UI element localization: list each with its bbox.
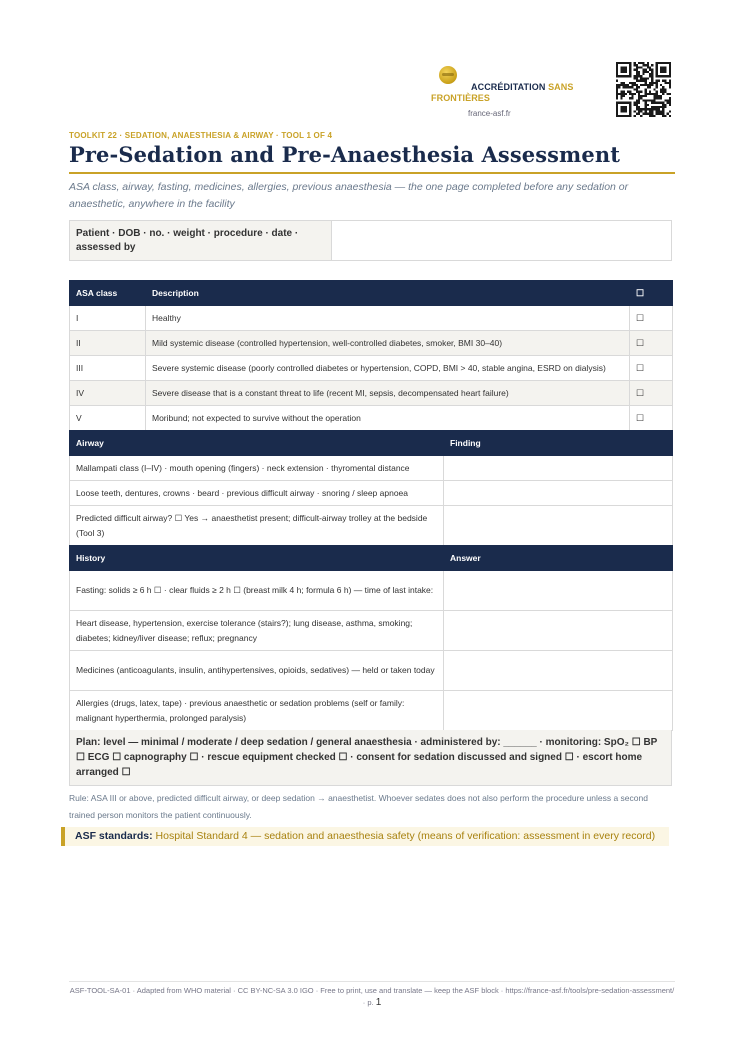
history-row	[70, 571, 673, 611]
plan-box: Plan: level — minimal / moderate / deep sedation / general anaesthesia · administered by: ______ · monitoring: SpO₂ ☐ BP ☐ ECG ☐ capnography ☐ · rescue equipment checked ☐ · consent for sedation discussed and signed ☐ · escort home arranged ☐	[69, 730, 672, 786]
asa-checkbox[interactable]: ☐	[630, 306, 673, 331]
toolkit-kicker: TOOLKIT 22 · SEDATION, ANAESTHESIA & AIRWAY · TOOL 1 OF 4	[69, 131, 333, 140]
asa-header-row	[70, 281, 673, 306]
history-table	[69, 545, 673, 731]
airway-row	[70, 456, 673, 481]
history-item: Heart disease, hypertension, exercise tolerance (stairs?); lung disease, asthma, smoking; diabetes; kidney/liver disease; reflux; pregnancy	[70, 611, 444, 651]
history-item: Medicines (anticoagulants, insulin, antihypertensives, opioids, sedatives) — held or taken today	[70, 651, 444, 691]
answer-field[interactable]	[444, 651, 673, 691]
airway-table	[69, 430, 673, 546]
history-row	[70, 611, 673, 651]
brand-part-3: FRONTIÈRES	[431, 93, 491, 103]
footer-divider	[69, 981, 675, 982]
asa-description-cell: Severe disease that is a constant threat to life (recent MI, sepsis, decompensated heart failure)	[146, 381, 630, 406]
asa-class-cell: I	[70, 306, 146, 331]
asa-row	[70, 356, 673, 381]
history-row	[70, 691, 673, 731]
finding-field[interactable]	[444, 481, 673, 506]
asa-checkbox-header: ☐	[630, 281, 673, 306]
airway-item: Loose teeth, dentures, crowns · beard · previous difficult airway · snoring / sleep apnoea	[70, 481, 444, 506]
qr-code-icon	[616, 62, 671, 117]
asa-class-header: ASA class	[70, 281, 146, 306]
history-header-row	[70, 546, 673, 571]
asa-checkbox[interactable]: ☐	[630, 331, 673, 356]
asf-standards-callout	[61, 827, 669, 846]
history-item: Fasting: solids ≥ 6 h ☐ · clear fluids ≥ 2 h ☐ (breast milk 4 h; formula 6 h) — time of last intake:	[70, 571, 444, 611]
title-divider	[69, 172, 675, 174]
asa-row	[70, 406, 673, 431]
asa-description-cell: Healthy	[146, 306, 630, 331]
answer-field[interactable]	[444, 571, 673, 611]
asa-row	[70, 381, 673, 406]
answer-header: Answer	[444, 546, 673, 571]
history-header: History	[70, 546, 444, 571]
airway-row	[70, 506, 673, 546]
asa-class-cell: V	[70, 406, 146, 431]
airway-header: Airway	[70, 431, 444, 456]
asa-description-header: Description	[146, 281, 630, 306]
finding-header: Finding	[444, 431, 673, 456]
standards-text: Hospital Standard 4 — sedation and anaesthesia safety (means of verification: assessment in every record)	[152, 830, 656, 842]
asa-description-cell: Mild systemic disease (controlled hypertension, well-controlled diabetes, smoker, BMI 30–40)	[146, 331, 630, 356]
page-subtitle: ASA class, airway, fasting, medicines, allergies, previous anaesthesia — the one page completed before any sedation or anaesthetic, anywhere in the facility	[69, 181, 629, 210]
rule-note: Rule: ASA III or above, predicted difficult airway, or deep sedation → anaesthetist. Whoever sedates does not also perform the procedure unless a second trained person monitors the patient continuously.	[69, 793, 648, 820]
patient-details-field[interactable]	[332, 221, 671, 260]
finding-field[interactable]	[444, 506, 673, 546]
airway-item: Predicted difficult airway? ☐ Yes → anaesthetist present; difficult-airway trolley at the bedside (Tool 3)	[70, 506, 444, 546]
answer-field[interactable]	[444, 611, 673, 651]
brand-part-1: ACCRÉDITATION	[471, 82, 549, 92]
brand-part-2: SANS	[548, 82, 574, 92]
airway-row	[70, 481, 673, 506]
page-title: Pre-Sedation and Pre-Anaesthesia Assessment	[69, 142, 621, 167]
standards-label: ASF standards:	[75, 830, 153, 842]
brand-name	[431, 82, 591, 104]
asa-checkbox[interactable]: ☐	[630, 381, 673, 406]
answer-field[interactable]	[444, 691, 673, 731]
history-row	[70, 651, 673, 691]
footer-text: ASF-TOOL-SA-01 · Adapted from WHO material · CC BY-NC-SA 3.0 IGO · Free to print, use and translate — keep the ASF block · https://france-asf.fr/tools/pre-sedation-assessment/ · p.	[69, 986, 675, 1007]
asa-class-cell: IV	[70, 381, 146, 406]
asa-checkbox[interactable]: ☐	[630, 406, 673, 431]
asa-row	[70, 306, 673, 331]
asa-row	[70, 331, 673, 356]
page-number: 1	[375, 997, 382, 1008]
site-url: france-asf.fr	[468, 109, 511, 118]
finding-field[interactable]	[444, 456, 673, 481]
page-header	[0, 60, 745, 122]
asa-checkbox[interactable]: ☐	[630, 356, 673, 381]
page-footer	[69, 985, 675, 1009]
airway-item: Mallampati class (I–IV) · mouth opening (fingers) · neck extension · thyromental distance	[70, 456, 444, 481]
asa-description-cell: Moribund; not expected to survive without the operation	[146, 406, 630, 431]
patient-details-box	[69, 220, 672, 261]
history-item: Allergies (drugs, latex, tape) · previous anaesthetic or sedation problems (self or family: malignant hyperthermia, prolonged paralysis)	[70, 691, 444, 731]
airway-header-row	[70, 431, 673, 456]
asa-class-table	[69, 280, 673, 431]
asa-description-cell: Severe systemic disease (poorly controlled diabetes or hypertension, COPD, BMI > 40, stable angina, ESRD on dialysis)	[146, 356, 630, 381]
asa-class-cell: II	[70, 331, 146, 356]
patient-details-label: Patient · DOB · no. · weight · procedure · date · assessed by	[70, 221, 332, 260]
asa-class-cell: III	[70, 356, 146, 381]
